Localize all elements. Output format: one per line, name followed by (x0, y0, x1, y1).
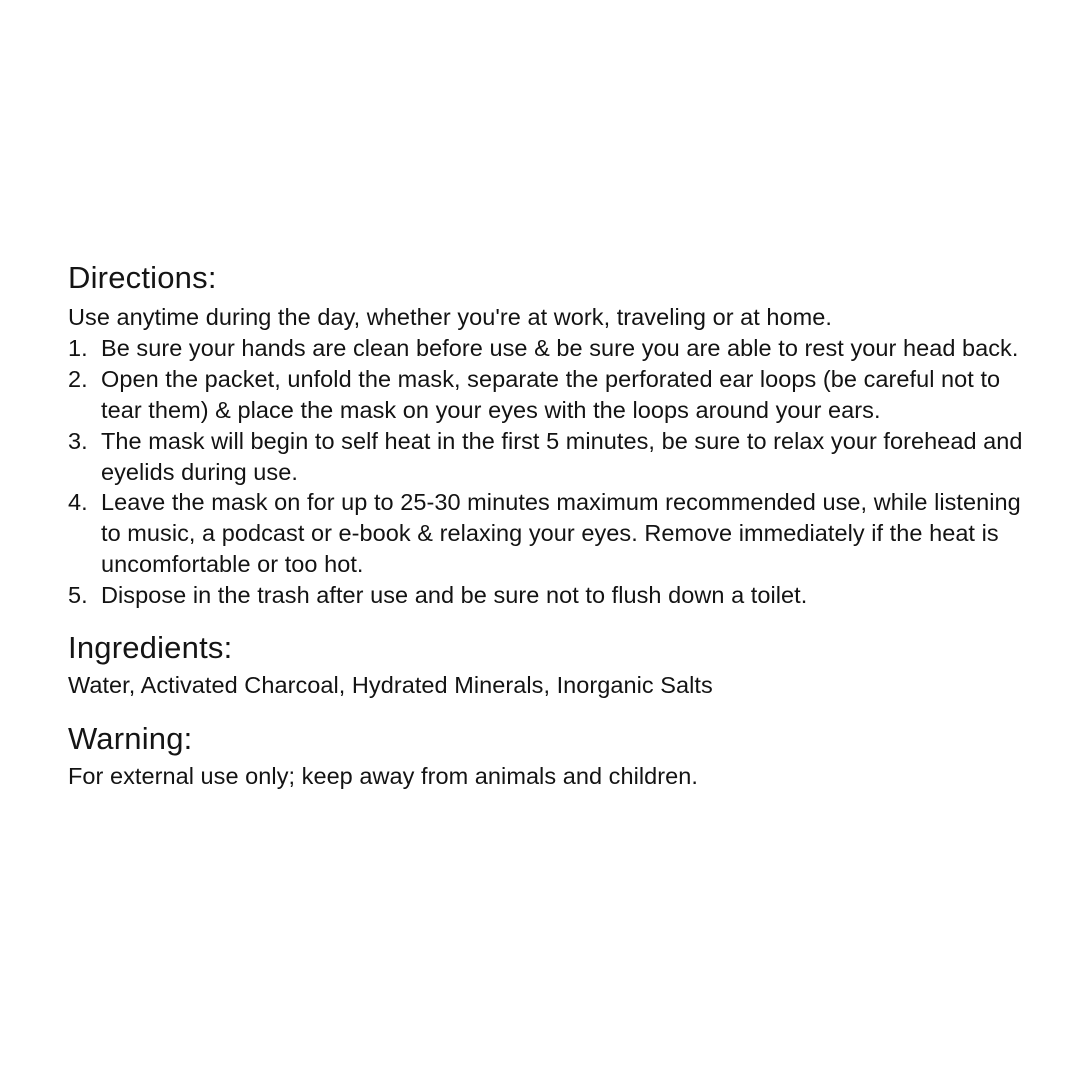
directions-heading: Directions: (68, 260, 217, 295)
label-content (68, 258, 1028, 791)
warning-text: For external use only; keep away from animals and children. (68, 762, 698, 789)
list-item (68, 426, 1028, 488)
warning-section (68, 719, 1028, 791)
directions-intro-text: Use anytime during the day, whether you're at work, traveling or at home. (68, 303, 832, 330)
step-text: Leave the mask on for up to 25-30 minutes maximum recommended use, while listening to music, a podcast or e-book & relaxing your eyes. Remove immediately if the heat is uncomfortable or too hot. (101, 489, 1021, 577)
directions-section (68, 258, 1028, 610)
ingredients-heading: Ingredients: (68, 630, 233, 666)
step-text: Dispose in the trash after use and be sure not to flush down a toilet. (101, 581, 808, 608)
ingredients-section (68, 628, 1028, 700)
step-number: 3. (68, 427, 88, 454)
warning-heading: Warning: (68, 720, 193, 756)
section-spacer (68, 701, 1028, 719)
step-number: 5. (68, 581, 88, 608)
step-number: 4. (68, 489, 88, 516)
list-item (68, 333, 1028, 364)
step-text: Be sure your hands are clean before use & be sure you are able to rest your head back. (101, 335, 1019, 362)
section-spacer (68, 610, 1028, 628)
list-item (68, 364, 1028, 426)
list-item (68, 487, 1028, 579)
directions-step-list (68, 333, 1028, 610)
step-number: 2. (68, 366, 88, 393)
step-text: The mask will begin to self heat in the first 5 minutes, be sure to relax your forehead and eyelids during use. (101, 427, 1023, 485)
step-number: 1. (68, 335, 88, 362)
list-item (68, 580, 1028, 611)
ingredients-text: Water, Activated Charcoal, Hydrated Minerals, Inorganic Salts (68, 672, 713, 699)
step-text: Open the packet, unfold the mask, separate the perforated ear loops (be careful not to tear them) & place the mask on your eyes with the loops around your ears. (101, 366, 1001, 424)
